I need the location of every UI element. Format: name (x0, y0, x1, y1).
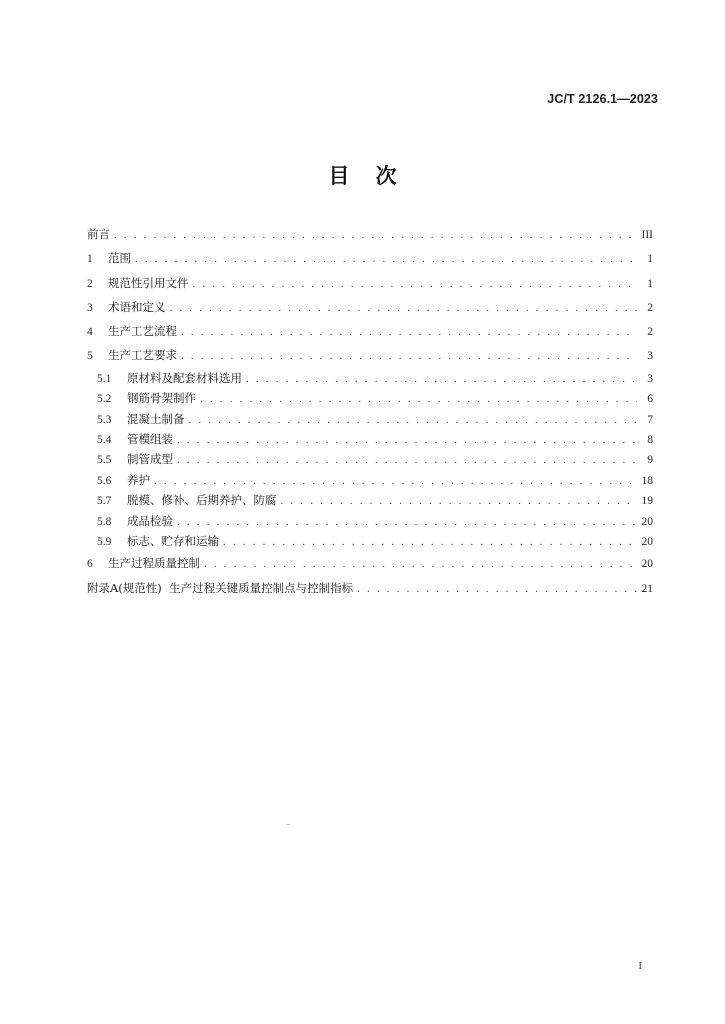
toc-entry-5-1[interactable] (87, 368, 653, 388)
toc-leader-dots (246, 369, 637, 389)
toc-entry-page: 19 (641, 495, 653, 508)
toc-entry-page: 21 (641, 582, 653, 595)
toc-entry-page: 20 (641, 558, 653, 571)
toc-entry-text: 规范性引用文件 (108, 275, 189, 290)
toc-entry-page: 9 (647, 454, 653, 467)
toc-entry-5-3[interactable] (87, 409, 653, 429)
toc-leader-dots (204, 552, 637, 576)
toc-entry-number: 1 (87, 253, 93, 266)
toc-entry-5-6[interactable] (87, 470, 653, 490)
toc-entry-number: 5 (87, 350, 93, 363)
toc-entry-6[interactable] (87, 551, 653, 575)
toc-entry-page: 18 (641, 474, 653, 487)
toc-entry-page: 2 (647, 301, 653, 314)
toc-entry-3[interactable] (87, 295, 653, 319)
toc-leader-dots (114, 223, 637, 247)
toc-entry-text: 附录A(规范性) 生产过程关键质量控制点与控制指标 (87, 580, 354, 595)
toc-entry-page: 2 (647, 326, 653, 339)
toc-entry-text: 混凝土制备 (127, 411, 185, 426)
toc-entry-page: 3 (647, 372, 653, 385)
toc-entry-5-2[interactable] (87, 388, 653, 408)
toc-leader-dots (177, 512, 637, 532)
toc-entry-number: 5.6 (97, 474, 112, 487)
toc-leader-dots (170, 296, 638, 320)
toc-entry-page: 6 (647, 393, 653, 406)
toc-entry-number: 5.9 (97, 535, 112, 548)
toc-leader-dots (223, 532, 637, 552)
toc-entry-text: 术语和定义 (108, 299, 166, 314)
toc-entry-1[interactable] (87, 246, 653, 270)
toc-entry-text: 管模组装 (127, 431, 173, 446)
toc-entry-5-7[interactable] (87, 490, 653, 510)
toc-entry-page: 7 (647, 413, 653, 426)
toc-entry-number: 3 (87, 301, 93, 314)
table-of-contents (87, 222, 653, 600)
toc-entry-appendix-a[interactable] (87, 576, 653, 600)
toc-entry-text: 钢筋骨架制作 (127, 391, 196, 406)
toc-entry-text: 生产工艺要求 (108, 348, 177, 363)
toc-entry-text: 生产工艺流程 (108, 324, 177, 339)
toc-entry-text: 成品检验 (127, 513, 173, 528)
toc-entry-text: 脱模、修补、后期养护、防腐 (127, 493, 277, 508)
toc-entry-number: 2 (87, 277, 93, 290)
toc-entry-page: 3 (647, 350, 653, 363)
toc-entry-page: 1 (647, 277, 653, 290)
toc-leader-dots (200, 389, 637, 409)
toc-leader-dots (181, 344, 637, 368)
toc-entry-number: 6 (87, 558, 93, 571)
toc-entry-page: III (641, 229, 653, 241)
toc-entry-number: 5.3 (97, 413, 112, 426)
toc-entry-5-9[interactable] (87, 531, 653, 551)
toc-leader-dots (177, 430, 637, 450)
toc-entry-5-8[interactable] (87, 511, 653, 531)
toc-entry-number: 5.5 (97, 454, 112, 467)
toc-entry-2[interactable] (87, 271, 653, 295)
toc-entry-number: 4 (87, 326, 93, 339)
toc-entry-text: 养护 (127, 472, 150, 487)
toc-entry-text: 制管成型 (127, 452, 173, 467)
toc-entry-text: 原材料及配套材料选用 (127, 370, 242, 385)
toc-entry-number: 5.4 (97, 433, 112, 446)
toc-entry-5-5[interactable] (87, 449, 653, 469)
toc-title: 目次 (328, 163, 423, 188)
toc-leader-dots (177, 450, 637, 470)
toc-entry-page: 20 (641, 515, 653, 528)
toc-entry-text: 范围 (108, 251, 131, 266)
page-number: I (638, 960, 642, 972)
toc-leader-dots (181, 320, 637, 344)
toc-entry-number: 5.2 (97, 393, 112, 406)
scan-speck (287, 824, 290, 825)
toc-entry-number: 5.1 (97, 372, 112, 385)
toc-leader-dots (189, 410, 638, 430)
toc-leader-dots (193, 272, 638, 296)
toc-entry-number: 5.7 (97, 495, 112, 508)
toc-leader-dots (135, 247, 637, 271)
toc-entry-page: 1 (647, 253, 653, 266)
toc-entry-foreword[interactable] (87, 222, 653, 246)
toc-entry-page: 20 (641, 535, 653, 548)
toc-entry-text: 标志、贮存和运输 (127, 533, 219, 548)
toc-entry-5[interactable] (87, 343, 653, 367)
toc-entry-text: 生产过程质量控制 (108, 556, 200, 571)
toc-entry-page: 8 (647, 433, 653, 446)
toc-entry-text: 前言 (87, 227, 110, 241)
toc-entry-5-4[interactable] (87, 429, 653, 449)
toc-leader-dots (154, 471, 637, 491)
toc-entry-number: 5.8 (97, 515, 112, 528)
toc-entry-4[interactable] (87, 319, 653, 343)
toc-leader-dots (357, 577, 637, 601)
toc-leader-dots (281, 491, 638, 511)
standard-code: JC/T 2126.1—2023 (547, 92, 658, 106)
